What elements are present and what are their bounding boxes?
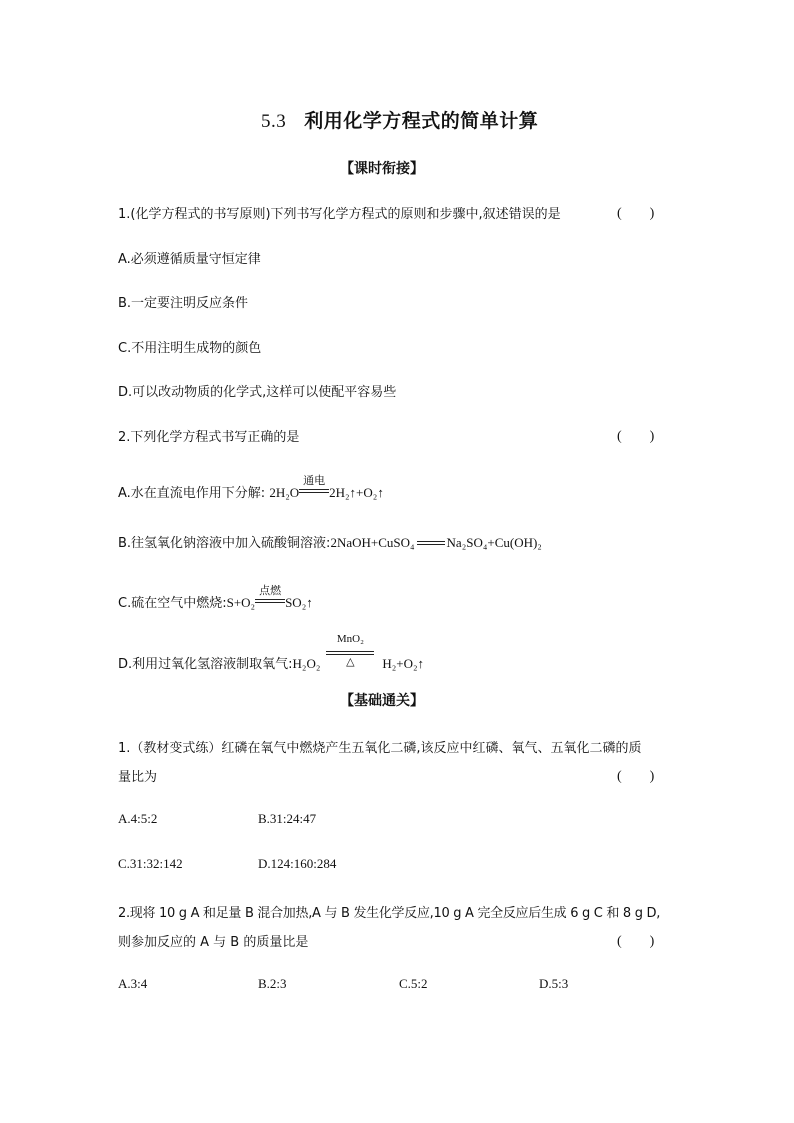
equation-reactants: 2NaOH+CuSO₄ [330,535,415,550]
option-b: B.一定要注明反应条件 [118,296,249,311]
option-d [118,632,425,673]
equation-products: SO₂↑ [285,595,313,610]
option-a [118,473,384,501]
reaction-equals [255,583,285,609]
title-text: 利用化学方程式的简单计算 [304,110,539,132]
equation-reactants: S+O₂ [226,595,256,610]
answer-parentheses: ( ) [617,429,655,444]
option-text: A.水在直流电作用下分解: [118,486,266,501]
reaction-equals [326,632,374,673]
equation-products: 2H₂↑+O₂↑ [329,485,384,500]
double-line [417,541,445,545]
option-c [118,583,313,611]
reaction-equals [417,541,445,547]
option-c: C.5:2 [399,976,428,991]
option-b: B.2:3 [258,976,287,991]
question-stem-line1: 2.现将 10 g A 和足量 B 混合加热,A 与 B 发生化学反应,10 g A 完全反应后生成 6 g C 和 8 g D, [118,906,661,921]
option-c: C.31:32:142 [118,856,183,871]
equation-reactants: H₂O₂ [292,656,321,671]
double-line [299,489,329,493]
section-heading-basics: 【基础通关】 [340,693,424,709]
heating-symbol: △ [346,654,355,668]
page-title [261,106,538,133]
question-stem-line2: 则参加反应的 A 与 B 的质量比是 [118,935,309,950]
section-number: 5.3 [261,111,287,132]
option-d: D.可以改动物质的化学式,这样可以使配平容易些 [118,385,397,400]
option-a: A.必须遵循质量守恒定律 [118,252,261,267]
option-d: D.124:160:284 [258,856,337,871]
question-stem-line1: 1.（教材变式练）红磷在氧气中燃烧产生五氧化二磷,该反应中红磷、氧气、五氧化二磷的质 [118,741,642,756]
equation-reactants: 2H₂O [269,485,300,500]
reaction-catalyst: MnO₂ [336,632,364,645]
option-text: C.硫在空气中燃烧: [118,596,227,611]
answer-parentheses: ( ) [617,769,655,784]
equation-products: H₂+O₂↑ [382,656,425,671]
question-stem: 1.(化学方程式的书写原则)下列书写化学方程式的原则和步骤中,叙述错误的是 [118,207,561,222]
question-stem: 2.下列化学方程式书写正确的是 [118,430,300,445]
answer-parentheses: ( ) [617,934,655,949]
question-stem-line2: 量比为 [118,770,158,785]
equation-products: Na₂SO₄+Cu(OH)₂ [446,535,542,550]
answer-parentheses: ( ) [617,206,655,221]
option-text: D.利用过氧化氢溶液制取氧气: [118,657,293,672]
reaction-condition: 通电 [303,473,326,487]
option-a: A.4:5:2 [118,811,158,826]
option-c: C.不用注明生成物的颜色 [118,341,262,356]
option-d: D.5:3 [539,976,569,991]
reaction-condition: 点燃 [259,583,282,597]
section-heading-connection: 【课时衔接】 [340,161,424,177]
option-text: B.往氢氧化钠溶液中加入硫酸铜溶液: [118,536,331,551]
reaction-equals [299,473,329,499]
option-a: A.3:4 [118,976,148,991]
option-b [118,532,542,551]
option-b: B.31:24:47 [258,811,317,826]
double-line [255,599,285,603]
